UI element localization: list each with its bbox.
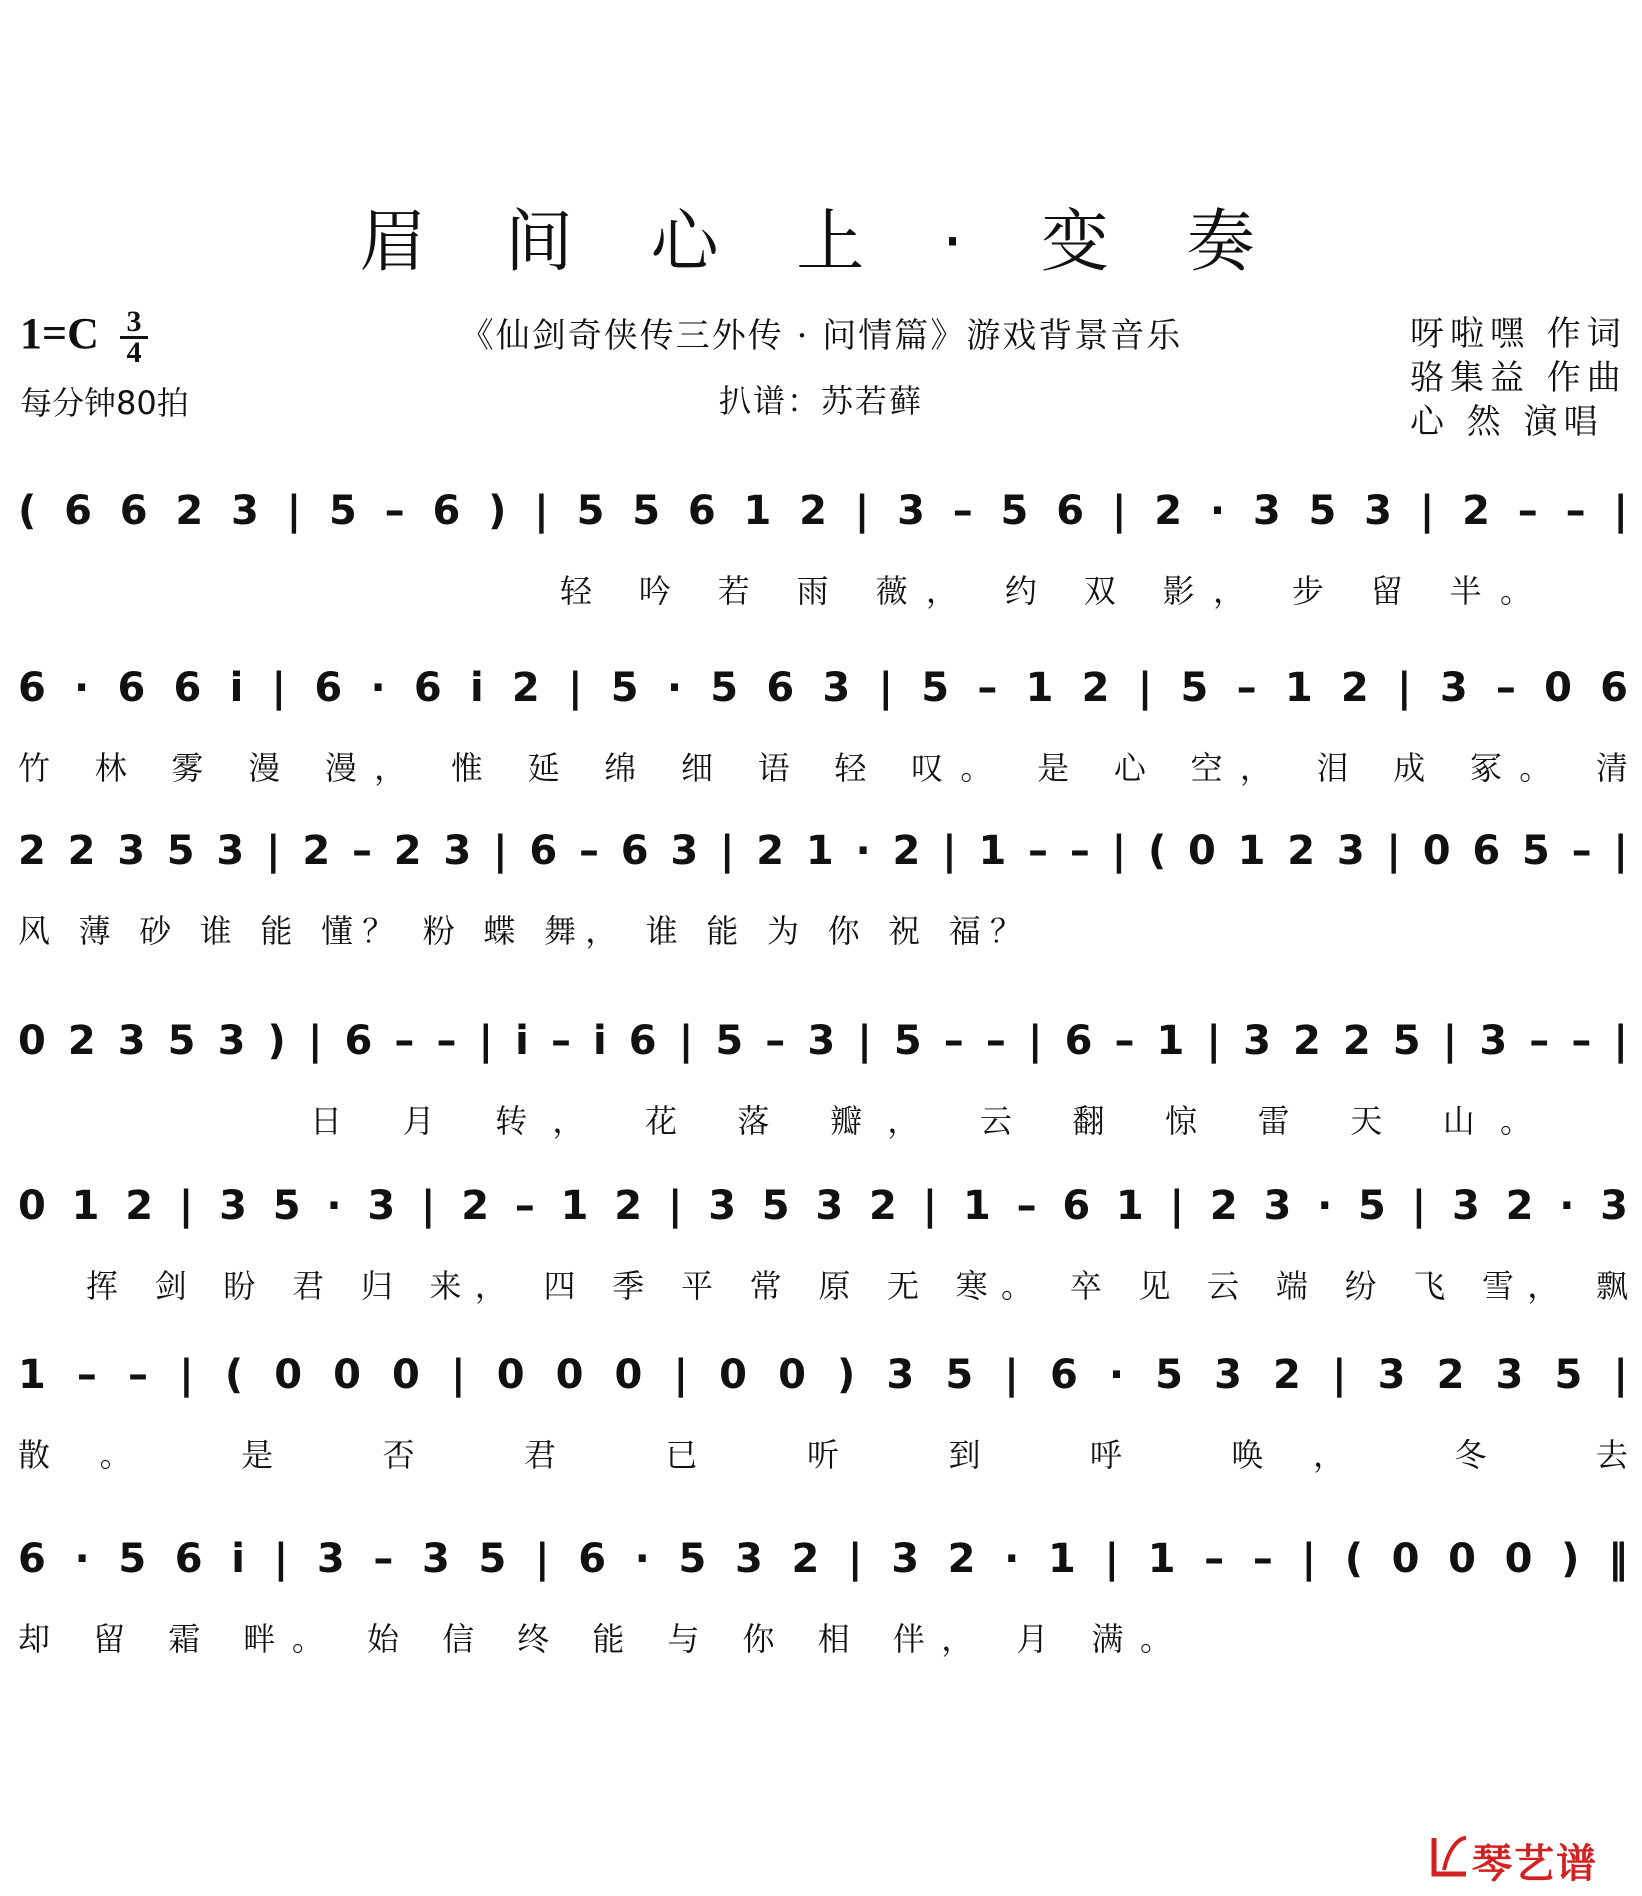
logo-text: 琴艺谱 bbox=[1472, 1841, 1598, 1887]
time-signature-bottom: 4 bbox=[126, 336, 142, 369]
lyrics-line: 挥 剑 盼 君 归 来， 四 季 平 常 原 无 寒。 卒 见 云 端 纷 飞 雪， 飘 bbox=[86, 1267, 1628, 1305]
credit-composer: 骆集益 作曲 bbox=[1410, 358, 1627, 398]
lyrics-line: 风 薄 砂 谁 能 懂？ 粉 蝶 舞， 谁 能 为 你 祝 福？ bbox=[18, 912, 1022, 950]
notation-line: 0 1 2 | 3 5 · 3 | 2 – 1 2 | 3 5 3 2 | 1 – 6 1 | 2 3 · 5 | 3 2 · 3 bbox=[18, 1183, 1628, 1229]
notation-line: 2 2 3 5 3 | 2 – 2 3 | 6 – 6 3 | 2 1 · 2 | 1 – – | ( 0 1 2 3 | 0 6 5 – | bbox=[18, 828, 1628, 874]
notation-line: 0 2 3 5 3 ) | 6 – – | i – i 6 | 5 – 3 | 5 – – | 6 – 1 | 3 2 2 5 | 3 – – | bbox=[18, 1018, 1628, 1064]
notation-line: 6 · 6 6 i | 6 · 6 i 2 | 5 · 5 6 3 | 5 – 1 2 | 5 – 1 2 | 3 – 0 6 bbox=[18, 665, 1628, 711]
lyrics-line: 却 留 霜 畔。 始 信 终 能 与 你 相 伴， 月 满。 bbox=[18, 1620, 1172, 1658]
notation-line: 1 – – | ( 0 0 0 | 0 0 0 | 0 0 ) 3 5 | 6 · 5 3 2 | 3 2 3 5 | bbox=[18, 1352, 1628, 1398]
tempo: 每分钟80拍 bbox=[20, 384, 189, 422]
notation-line: ( 6 6 2 3 | 5 – 6 ) | 5 5 6 1 2 | 3 – 5 6 | 2 · 3 5 3 | 2 – – | bbox=[18, 488, 1628, 534]
transcriber: 扒谱：苏若藓 bbox=[718, 382, 923, 420]
credit-lyricist: 呀啦嘿 作词 bbox=[1410, 314, 1627, 354]
lyrics-line: 日 月 转， 花 落 瓣， 云 翻 惊 雷 天 山。 bbox=[310, 1102, 1532, 1140]
lyrics-line: 轻 吟 若 雨 薇， 约 双 影， 步 留 半。 bbox=[560, 572, 1532, 610]
credit-singer: 心 然 演唱 bbox=[1410, 402, 1604, 442]
time-signature-top: 3 bbox=[126, 305, 142, 338]
lyrics-line: 竹 林 雾 漫 漫， 惟 延 绵 细 语 轻 叹。 是 心 空， 泪 成 冢。 清 bbox=[18, 749, 1628, 787]
subtitle: 《仙剑奇侠传三外传 · 问情篇》游戏背景音乐 bbox=[459, 316, 1183, 356]
lyrics-line: 散。 是 否 君 已 听 到 呼 唤， 冬 去 bbox=[18, 1436, 1628, 1474]
notation-line: 6 · 5 6 i | 3 – 3 5 | 6 · 5 3 2 | 3 2 · 1 | 1 – – | ( 0 0 0 ) ‖ bbox=[18, 1536, 1628, 1582]
page-title: 眉 间 心 上 · 变 奏 bbox=[359, 203, 1283, 282]
key-signature: 1=C bbox=[20, 309, 99, 358]
